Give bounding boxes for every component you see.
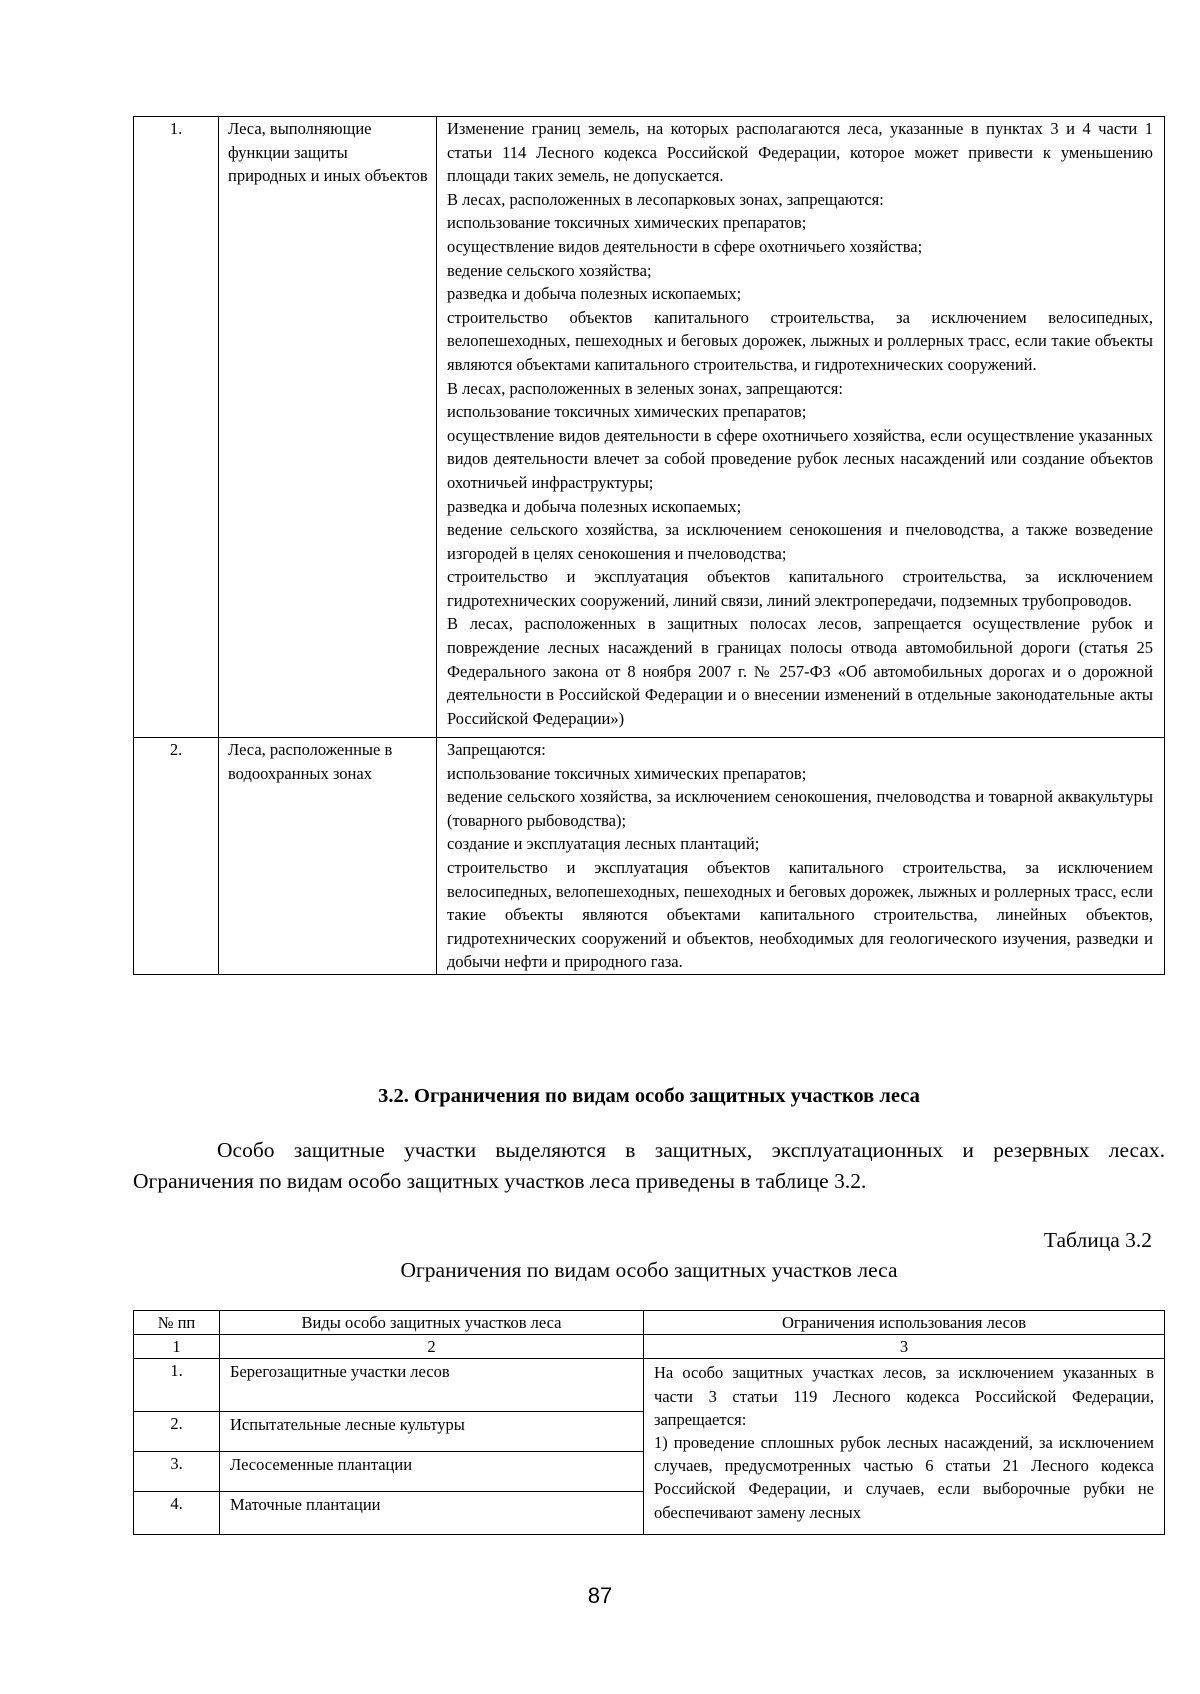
table-row bbox=[134, 738, 1165, 975]
table-label: Таблица 3.2 bbox=[1043, 1228, 1152, 1252]
text-line: 1) проведение сплошных рубок лесных насаждений, за исключением случаев, предусмотренных частью 6 статьи 21 Лесного кодекса Российской Федерации, и случаев, если выборочные рубки не обеспечивают замену лесных bbox=[654, 1433, 1154, 1522]
row-number: 2. bbox=[134, 738, 219, 975]
column-number: 3 bbox=[644, 1335, 1165, 1359]
row-number: 2. bbox=[134, 1412, 220, 1452]
text-line: ведение сельского хозяйства; bbox=[447, 260, 652, 280]
text-line: использование токсичных химических препаратов; bbox=[447, 402, 807, 422]
area-kind: Лесосеменные плантации bbox=[220, 1452, 644, 1492]
column-header: № пп bbox=[134, 1311, 220, 1335]
forest-restrictions-table bbox=[133, 116, 1165, 975]
table-row bbox=[134, 1359, 1165, 1412]
restrictions-text bbox=[437, 738, 1165, 975]
text-line: На особо защитных участках лесов, за исключением указанных в части 3 статьи 119 Лесного кодекса Российской Федерации, запрещается: bbox=[654, 1363, 1154, 1429]
section-title: 3.2. Ограничения по видам особо защитных участков леса bbox=[378, 1085, 920, 1107]
column-number: 1 bbox=[134, 1335, 220, 1359]
text-line: осуществление видов деятельности в сфере охотничьего хозяйства, если осуществление указанных видов деятельности влечет за собой проведение рубок лесных насаждений или создание объектов охотничьей инфраструктуры; bbox=[447, 425, 1153, 492]
row-number: 1. bbox=[134, 1359, 220, 1412]
text-line: В лесах, расположенных в лесопарковых зонах, запрещаются: bbox=[447, 189, 884, 209]
text-line: Запрещаются: bbox=[447, 740, 546, 759]
text-line: строительство и эксплуатация объектов капитального строительства, за исключением велосипедных, велопешеходных, пешеходных и беговых дорожек, лыжных и роллерных трасс, если такие объекты являются объектами капитального строительства, линейных объектов, гидротехнических сооружений и объектов, необходимых для геологического изучения, разведки и добычи нефти и природного газа. bbox=[447, 857, 1153, 972]
column-number-row bbox=[134, 1335, 1165, 1359]
row-number: 3. bbox=[134, 1452, 220, 1492]
text-line: Изменение границ земель, на которых располагаются леса, указанные в пунктах 3 и 4 части 1 статьи 114 Лесного кодекса Российской Федерации, которое может привести к уменьшению площади таких земель, не допускается. bbox=[447, 119, 1153, 186]
forest-kind: Леса, расположенные в водоохранных зонах bbox=[219, 738, 437, 975]
text-line: разведка и добыча полезных ископаемых; bbox=[447, 284, 742, 304]
table-row bbox=[134, 117, 1165, 738]
area-kind: Берегозащитные участки лесов bbox=[220, 1359, 644, 1412]
table-caption: Ограничения по видам особо защитных участков леса bbox=[400, 1258, 898, 1282]
page-number: 87 bbox=[587, 1583, 613, 1608]
area-kind: Испытательные лесные культуры bbox=[220, 1412, 644, 1452]
text-line: строительство объектов капитального строительства, за исключением велосипедных, велопешеходных, пешеходных и беговых дорожек, лыжных и роллерных трасс, если такие объекты являются объектами капитального строительства, и гидротехнических сооружений. bbox=[447, 307, 1153, 374]
text-line: ведение сельского хозяйства, за исключением сенокошения, пчеловодства и товарной аквакультуры (товарного рыбоводства); bbox=[447, 787, 1153, 830]
restrictions-text bbox=[644, 1359, 1165, 1535]
row-number: 4. bbox=[134, 1492, 220, 1535]
column-number: 2 bbox=[220, 1335, 644, 1359]
text-line: строительство и эксплуатация объектов капитального строительства, за исключением гидротехнических сооружений, линий связи, линий электропередачи, подземных трубопроводов. bbox=[447, 567, 1153, 610]
text-line: создание и эксплуатация лесных плантаций; bbox=[447, 834, 760, 854]
table-header-row bbox=[134, 1311, 1165, 1335]
text-line: использование токсичных химических препаратов; bbox=[447, 763, 807, 783]
section-paragraph: Особо защитные участки выделяются в защитных, эксплуатационных и резервных лесах. Ограничения по видам особо защитных участков леса приведены в таблице 3.2. bbox=[133, 1138, 1165, 1193]
text-line: В лесах, расположенных в защитных полосах лесов, запрещается осуществление рубок и повреждение лесных насаждений в границах полосы отвода автомобильной дороги (статья 25 Федерального закона от 8 ноября 2007 г. № 257-ФЗ «Об автомобильных дорогах и о дорожной деятельности в Российской Федерации и о внесении изменений в отдельные законодательные акты Российской Федерации») bbox=[447, 614, 1153, 728]
area-kind: Маточные плантации bbox=[220, 1492, 644, 1535]
column-header: Виды особо защитных участков леса bbox=[220, 1311, 644, 1335]
text-line: В лесах, расположенных в зеленых зонах, запрещаются: bbox=[447, 378, 843, 398]
text-line: ведение сельского хозяйства, за исключением сенокошения и пчеловодства, а также возведение изгородей в целях сенокошения и пчеловодства; bbox=[447, 520, 1153, 563]
text-line: использование токсичных химических препаратов; bbox=[447, 213, 807, 233]
protected-areas-table bbox=[133, 1310, 1165, 1535]
text-line: разведка и добыча полезных ископаемых; bbox=[447, 496, 742, 516]
text-line: осуществление видов деятельности в сфере охотничьего хозяйства; bbox=[447, 236, 923, 256]
column-header: Ограничения использования лесов bbox=[644, 1311, 1165, 1335]
restrictions-text bbox=[437, 117, 1165, 738]
forest-kind: Леса, выполняющие функции защиты природных и иных объектов bbox=[219, 117, 437, 738]
row-number: 1. bbox=[134, 117, 219, 738]
